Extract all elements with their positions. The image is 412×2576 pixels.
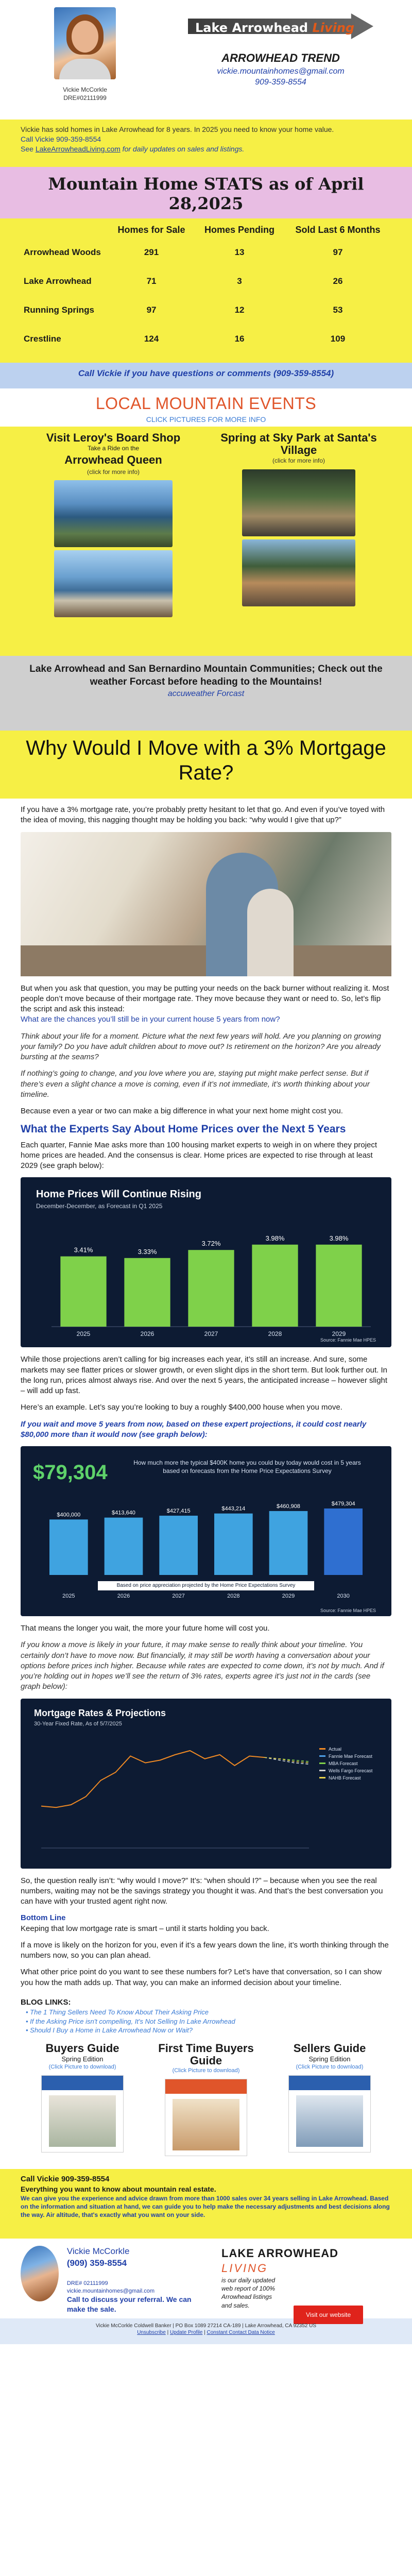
blog-link[interactable]: • Should I Buy a Home in Lake Arrowhead Now or Wait? [21, 2026, 391, 2035]
weather-band [0, 656, 412, 731]
area-cell: Crestline [24, 333, 61, 344]
cover-image [49, 2095, 116, 2147]
chart2-bar [269, 1511, 308, 1575]
chart2-data-label: $460,908 [277, 1503, 300, 1510]
col-pending: Homes Pending [204, 225, 275, 235]
event-sky-park [206, 432, 391, 651]
chart1-data-label: 3.98% [329, 1234, 349, 1243]
chart3-legend-label: MBA Forecast [329, 1760, 358, 1766]
why-band [0, 731, 412, 799]
chart1-svg [21, 1177, 391, 1347]
sold-cell: 53 [333, 304, 343, 315]
father-son-photo [21, 832, 391, 976]
skypark-photo[interactable] [242, 469, 355, 536]
sellers-guide-cover[interactable] [288, 2075, 371, 2153]
experts-heading: What the Experts Say About Home Prices over the Next 5 Years [21, 1123, 346, 1136]
bottom-line-text: Keeping that low mortgage rate is smart – until it starts holding you back. [21, 1924, 269, 1933]
sale-cell: 124 [144, 333, 159, 344]
chart1-tick-label: 2029 [332, 1330, 346, 1338]
article-p3: Think about your life for a moment. Picture what the next few years will hold. Are you planning on growing your family? Do you have adult children about to move out? Is retirement on the horizon? Are you already bursting at the seams? [21, 1031, 381, 1062]
cover-image [296, 2095, 363, 2147]
article-p10: That means the longer you wait, the more your future home will cost you. [21, 1624, 270, 1633]
chart1-tick-label: 2025 [76, 1330, 91, 1338]
pending-cell: 12 [234, 304, 245, 315]
accuweather-link[interactable]: accuweather Forcast [167, 689, 245, 699]
weather-text: Lake Arrowhead and San Bernardino Mountain Communities; Check out the weather Forcast before heading to the Mountains! [29, 664, 383, 687]
constant-contact-link[interactable]: Constant Contact Data Notice [207, 2330, 275, 2336]
table-row [21, 267, 391, 296]
chart3-legend-swatch [319, 1777, 325, 1778]
chart1-bar [60, 1257, 106, 1327]
contact-card [0, 2239, 412, 2318]
first-time-buyers-guide [144, 2042, 268, 2164]
guide-title: Sellers Guide [293, 2041, 366, 2055]
pending-cell: 16 [234, 333, 245, 344]
village-photo[interactable] [242, 539, 355, 606]
event-left-small: Take a Ride on the [87, 445, 140, 452]
chart2-caption: Based on price appreciation projected by the Home Price Expectations Survey [98, 1581, 314, 1590]
event-leroys [21, 432, 206, 651]
sale-cell: 71 [146, 276, 157, 286]
card-brand-bottom: LIVING [221, 2262, 268, 2275]
chart1-data-label: 3.72% [201, 1240, 221, 1248]
footer-address: Vickie McCorkle Coldwell Banker | PO Box 1089 27214 CA-189 | Lake Arrowhead, CA 92352 US [95, 2323, 317, 2329]
logo-living: Living [312, 21, 355, 35]
sold-cell: 26 [333, 276, 343, 286]
events-header [0, 388, 412, 427]
boardshop-photo[interactable] [54, 550, 173, 617]
guide-edition: Spring Edition [61, 2055, 104, 2063]
chart2-tick-label: 2027 [172, 1593, 185, 1600]
article-p1: If you have a 3% mortgage rate, you’re probably pretty hesitant to let that go. And even if you’ve toyed with the idea of moving, this nagging thought may be holding you back: “why would I give that up?” [21, 805, 385, 825]
chart1-title: Home Prices Will Continue Rising [36, 1189, 201, 1200]
stats-table [21, 222, 391, 353]
chart3-legend-label: Fannie Mae Forecast [329, 1753, 373, 1759]
child-shape [247, 889, 294, 976]
area-cell: Lake Arrowhead [24, 276, 92, 286]
chart1-bar [188, 1250, 234, 1327]
brand-block [149, 7, 402, 114]
event-left-hint: (click for more info) [87, 468, 140, 476]
chart2-bar [49, 1519, 88, 1575]
agent-phone[interactable]: 909-359-8554 [255, 78, 306, 87]
card-phone[interactable]: (909) 359-8554 [66, 2258, 127, 2268]
stats-table-block [0, 218, 412, 363]
chart3-legend-label: Wells Fargo Forecast [329, 1768, 373, 1773]
article-p2 [21, 984, 391, 1025]
chart1-bar [252, 1245, 298, 1327]
agent-name: Vickie McCorkle [63, 86, 107, 93]
lake-arrowhead-living-logo[interactable] [188, 9, 373, 46]
why-title: Why Would I Move with a 3% Mortgage Rate? [26, 737, 386, 785]
intro-pre: See [21, 144, 36, 153]
agent-block [21, 7, 149, 114]
chart1-tick-label: 2028 [268, 1330, 282, 1338]
sale-cell: 291 [144, 247, 159, 257]
cover-band [289, 2076, 370, 2090]
chart2-data-label: $479,304 [331, 1500, 355, 1507]
face-shape [72, 21, 98, 53]
card-info [59, 2246, 211, 2314]
col-area [21, 222, 108, 238]
article-p8: Here’s an example. Let’s say you’re looking to buy a roughly $400,000 house when you move. [21, 1403, 342, 1412]
mortgage-rates-chart [21, 1699, 391, 1869]
stats-title: Mountain Home STATS as of April 28,2025 [0, 167, 412, 218]
card-name: Vickie McCorkle [66, 2246, 130, 2256]
chart2-tick-label: 2026 [117, 1593, 130, 1600]
agent-photo [54, 7, 116, 79]
article-p14: What other price point do you want to see these numbers for? Let’s have that conversation, so I can show you how the math adds up. That way, you can make an informed decision about your timeline. [21, 1968, 382, 1987]
chart2-tick-label: 2025 [62, 1593, 75, 1600]
chart2-data-label: $427,415 [166, 1507, 191, 1514]
cover-band [165, 2079, 247, 2094]
visit-website-button[interactable]: Visit our website [294, 2306, 363, 2324]
sold-cell: 109 [330, 333, 346, 344]
chart1-data-label: 3.33% [138, 1248, 157, 1256]
agent-dre: DRE#02111999 [63, 94, 107, 102]
chart2-headline: $79,304 [33, 1461, 108, 1484]
logo-brand: Lake Arrowhead [195, 21, 308, 35]
card-right [211, 2246, 391, 2318]
guides-row [0, 2035, 412, 2169]
chart2-data-label: $443,214 [221, 1505, 246, 1512]
call-band-line2: We can give you the experience and advice drawn from more than 1000 sales over 34 years selling in Lake Arrowhead. Based on the information and situation at hand, we can guide you to help make the necessary adjustments and best decisions along the way. Air altitude, that's exactly what you want on your side. [21, 2194, 390, 2219]
chart1-subtitle: December-December, as Forecast in Q1 2025 [36, 1202, 163, 1210]
guide-title: First Time Buyers Guide [158, 2041, 254, 2067]
pending-cell: 13 [234, 247, 245, 257]
chart3-legend-swatch [319, 1770, 325, 1771]
footer-links: Unsubscribe | Update Profile | Constant Contact Data Notice [137, 2330, 275, 2336]
blog-list [21, 2008, 391, 2035]
bottom-line-heading: Bottom Line [21, 1913, 66, 1923]
first-time-guide-cover[interactable] [165, 2079, 247, 2156]
col-sold: Sold Last 6 Months [295, 225, 381, 235]
article-p4: If nothing’s going to change, and you love where you are, staying put might make perfect sense. But if there’s even a slight chance a move is coming, even if it’s not immediate, it’s worth thinking about your timeline. [21, 1069, 370, 1099]
events-title: LOCAL MOUNTAIN EVENTS [95, 394, 317, 413]
guide-title: Buyers Guide [45, 2041, 119, 2055]
guide-click: (Click Picture to download) [296, 2064, 364, 2071]
article-p2-text: But when you ask that question, you may be putting your needs on the back burner without realizing it. Most people don’t move because of their mortgage rate. They move because they want or need to. So, let’s flip the script and ask this instead: [21, 984, 389, 1014]
area-cell: Running Springs [24, 304, 94, 315]
card-update-text: is our daily updated web report of 100% Arrowhead listings and sales. [221, 2277, 276, 2309]
intro-line-1: Vickie has sold homes in Lake Arrowhead for 8 years. In 2025 you need to know your home value. [21, 125, 334, 133]
blog-title: BLOG LINKS: [21, 1997, 71, 2007]
pending-cell: 3 [237, 276, 242, 286]
buyers-guide-cover[interactable] [41, 2075, 124, 2153]
stats-header-row [21, 222, 391, 238]
article-p5: Because even a year or two can make a big difference in what your next home might cost you. [21, 1107, 343, 1116]
call-band [0, 2169, 412, 2239]
lake-photo[interactable] [54, 480, 173, 547]
article-p12: So, the question really isn’t: “why would I move?” It’s: “when should I?” – because when you see the real numbers, waiting may not be the savings strategy you thought it was. And that’s the best conversation you can have with your trusted agent right now. [21, 1876, 383, 1906]
call-band-line1: Everything you want to know about mountain real estate. [21, 2184, 216, 2193]
event-left-title: Visit Leroy's Board Shop [46, 431, 181, 445]
article-p13: If a move is likely on the horizon for you, even if it’s a few years down the line, it’s worth thinking through the numbers now, so you can plan ahead. [21, 1940, 389, 1960]
chart3-subtitle: 30-Year Fixed Rate, As of 5/7/2025 [34, 1720, 122, 1727]
article [0, 799, 412, 1988]
cover-band [42, 2076, 123, 2090]
sold-cell: 97 [333, 247, 343, 257]
events-subtitle: CLICK PICTURES FOR MORE INFO [146, 415, 266, 424]
chart2-tick-label: 2030 [337, 1593, 350, 1600]
buyers-guide [21, 2042, 144, 2164]
guide-click: (Click Picture to download) [48, 2064, 116, 2071]
article-p2b: What are the chances you’ll still be in your current house 5 years from now? [21, 1015, 280, 1024]
chart2-note: How much more the typical $400K home you could buy today would cost in 5 years based on forecasts from the Home Price Expectations Survey [133, 1459, 361, 1475]
table-row [21, 325, 391, 353]
call-band-title[interactable]: Call Vickie 909-359-8554 [21, 2174, 110, 2183]
chart2-data-label: $413,640 [112, 1510, 135, 1516]
unsubscribe-link[interactable]: Unsubscribe [137, 2330, 166, 2336]
cover-image [173, 2099, 239, 2150]
chart2-bar [324, 1509, 363, 1575]
chart2-source: Source: Fannie Mae HPES [320, 1608, 376, 1614]
table-row [21, 238, 391, 267]
chart1-source: Source: Fannie Mae HPES [320, 1337, 376, 1343]
chart2-data-label: $400,000 [57, 1512, 81, 1518]
chart2-bar [214, 1514, 253, 1575]
intro-line-3 [21, 144, 391, 154]
shirt-shape [59, 59, 111, 79]
events-block [0, 427, 412, 656]
chart1-tick-label: 2027 [204, 1330, 218, 1338]
intro-post: for daily updates on sales and listings. [120, 144, 245, 153]
article-p6: Each quarter, Fannie Mae asks more than 100 housing market experts to weigh in on where they project home prices are headed. And the consensus is clear. Home prices are expected to rise through at least 2029 (see graph below): [21, 1140, 377, 1171]
lakearrowheadliving-link[interactable]: LakeArrowheadLiving.com [35, 144, 121, 153]
update-profile-link[interactable]: Update Profile [169, 2330, 203, 2336]
card-dre: DRE# 02111999 [66, 2280, 108, 2286]
event-right-title: Spring at Sky Park at Santa's Village [220, 431, 377, 457]
intro-band [0, 120, 412, 167]
bottom-line [21, 1913, 391, 1934]
chart3-legend-swatch [319, 1755, 325, 1757]
header [0, 0, 412, 120]
table-row [21, 296, 391, 325]
chart2-bar [159, 1516, 198, 1575]
chart2-tick-label: 2029 [282, 1593, 295, 1600]
article-p7: While those projections aren’t calling for big increases each year, it’s still an increase. And sure, some markets may see flatter prices or slower growth, or even slight dips in the short term. But look further out. In the long run, prices almost always rise. And over the next 5 years, the anticipated increase – however slight – will add up fast. [21, 1355, 388, 1396]
chart3-series-line [41, 1751, 264, 1807]
chart1-bar [316, 1245, 362, 1327]
article-p9: If you wait and move 5 years from now, based on these expert projections, it could cost nearly $80,000 more than it would now (see graph below): [21, 1419, 367, 1439]
event-right-hint: (click for more info) [272, 457, 325, 465]
guide-edition: Spring Edition [308, 2055, 351, 2063]
chart1-tick-label: 2026 [140, 1330, 154, 1338]
sale-cell: 97 [146, 304, 157, 315]
event-left-big: Arrowhead Queen [64, 453, 162, 467]
trend-title: ARROWHEAD TREND [221, 52, 340, 64]
chart3-legend-label: Actual [329, 1746, 342, 1752]
call-vickie-banner[interactable]: Call Vickie if you have questions or comments (909-359-8554) [0, 363, 412, 388]
card-referral: Call to discuss your referral. We can make the sale. [66, 2295, 192, 2314]
chart1-data-label: 3.41% [74, 1246, 93, 1254]
sellers-guide [268, 2042, 391, 2164]
col-homes-for-sale: Homes for Sale [117, 225, 185, 235]
chart3-legend-swatch [319, 1748, 325, 1750]
chart3-series-line [264, 1757, 309, 1763]
agent-email-link[interactable]: vickie.mountainhomes@gmail.com [217, 66, 345, 76]
article-p11: If you know a move is likely in your future, it may make sense to really think about your timeline. You certainly don’t have to move now. But financially, it may still be worth having a conversation about your options before prices inch higher. Because while rates are expected to come down, it’s not by much. And if you’re holding out in hopes we’ll see the return of 3% rates, experts agree it’s just not in the cards (see graph below): [21, 1640, 384, 1691]
card-left [21, 2246, 211, 2314]
chart3-legend-swatch [319, 1762, 325, 1764]
blog-link[interactable]: • The 1 Thing Sellers Need To Know About Their Asking Price [21, 2008, 391, 2017]
chart2-tick-label: 2028 [227, 1593, 240, 1600]
card-brand-top: LAKE ARROWHEAD [221, 2246, 339, 2260]
chart1-bar [124, 1258, 170, 1327]
guide-click: (Click Picture to download) [172, 2067, 240, 2074]
chart3-legend-label: NAHB Forecast [329, 1775, 361, 1781]
home-prices-chart [21, 1177, 391, 1347]
chart1-data-label: 3.98% [265, 1234, 285, 1243]
chart2-bar [105, 1518, 143, 1575]
card-email[interactable]: vickie.mountainhomes@gmail.com [66, 2287, 154, 2294]
agent-avatar [21, 2246, 59, 2301]
blog-link[interactable]: • If the Asking Price isn't compelling, It's Not Selling In Lake Arrowhead [21, 2017, 391, 2026]
intro-line-2: Call Vickie 909-359-8554 [21, 134, 101, 143]
cost-increase-chart [21, 1446, 391, 1616]
area-cell: Arrowhead Woods [24, 247, 101, 257]
chart3-title: Mortgage Rates & Projections [34, 1707, 166, 1718]
blog-links [0, 1994, 412, 2035]
logo-text [195, 20, 354, 36]
